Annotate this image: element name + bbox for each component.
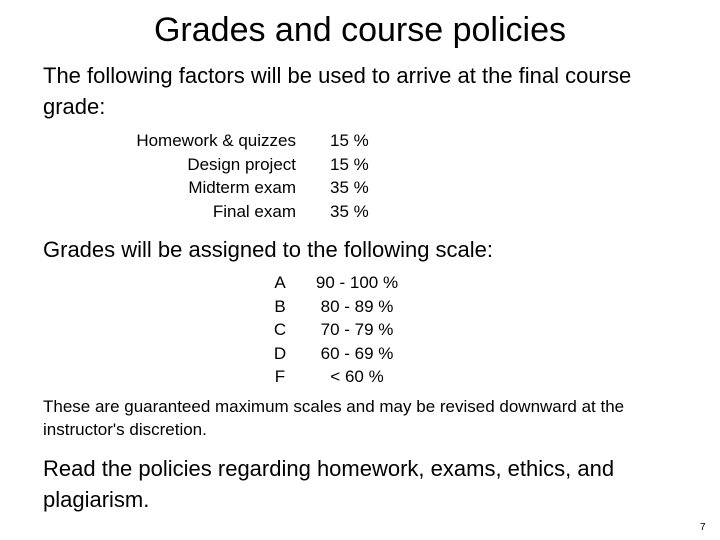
factor-percent: 15 % [330,131,369,150]
grade-letter: B [274,296,286,316]
factor-percent: 35 % [330,201,369,221]
scale-intro-text: Grades will be assigned to the following scale: [43,237,494,262]
grade-range: 60 - 69 % [320,343,394,363]
slide-title: Grades and course policies [153,11,566,49]
grade-letter-column [268,271,292,389]
disclaimer-text: These are guaranteed maximum scales and may be revised downward at the instructor's discretion. [43,397,625,439]
factor-percent: 15 % [330,154,369,174]
grade-range: < 60 % [330,367,384,386]
grade-letter: D [273,343,287,363]
grade-letter: F [274,367,286,386]
policies-text: Read the policies regarding homework, exams, ethics, and plagiarism. [43,456,615,512]
grade-range-column [314,271,424,389]
grade-letter: C [273,320,287,339]
factor-percent-column [330,129,390,223]
factor-percent: 35 % [330,178,369,197]
factor-names-column [100,129,296,223]
grade-range: 70 - 79 % [320,320,394,339]
grade-range: 80 - 89 % [320,296,394,316]
grade-range: 90 - 100 % [315,273,399,292]
page-number: 7 [700,522,706,533]
factor-name: Midterm exam [188,178,296,197]
factor-name: Final exam [212,201,296,221]
grade-letter: A [274,273,286,292]
intro-text: The following factors will be used to arrive at the final course grade: [43,63,632,119]
factor-name: Homework & quizzes [136,131,296,150]
factor-name: Design project [187,154,296,174]
